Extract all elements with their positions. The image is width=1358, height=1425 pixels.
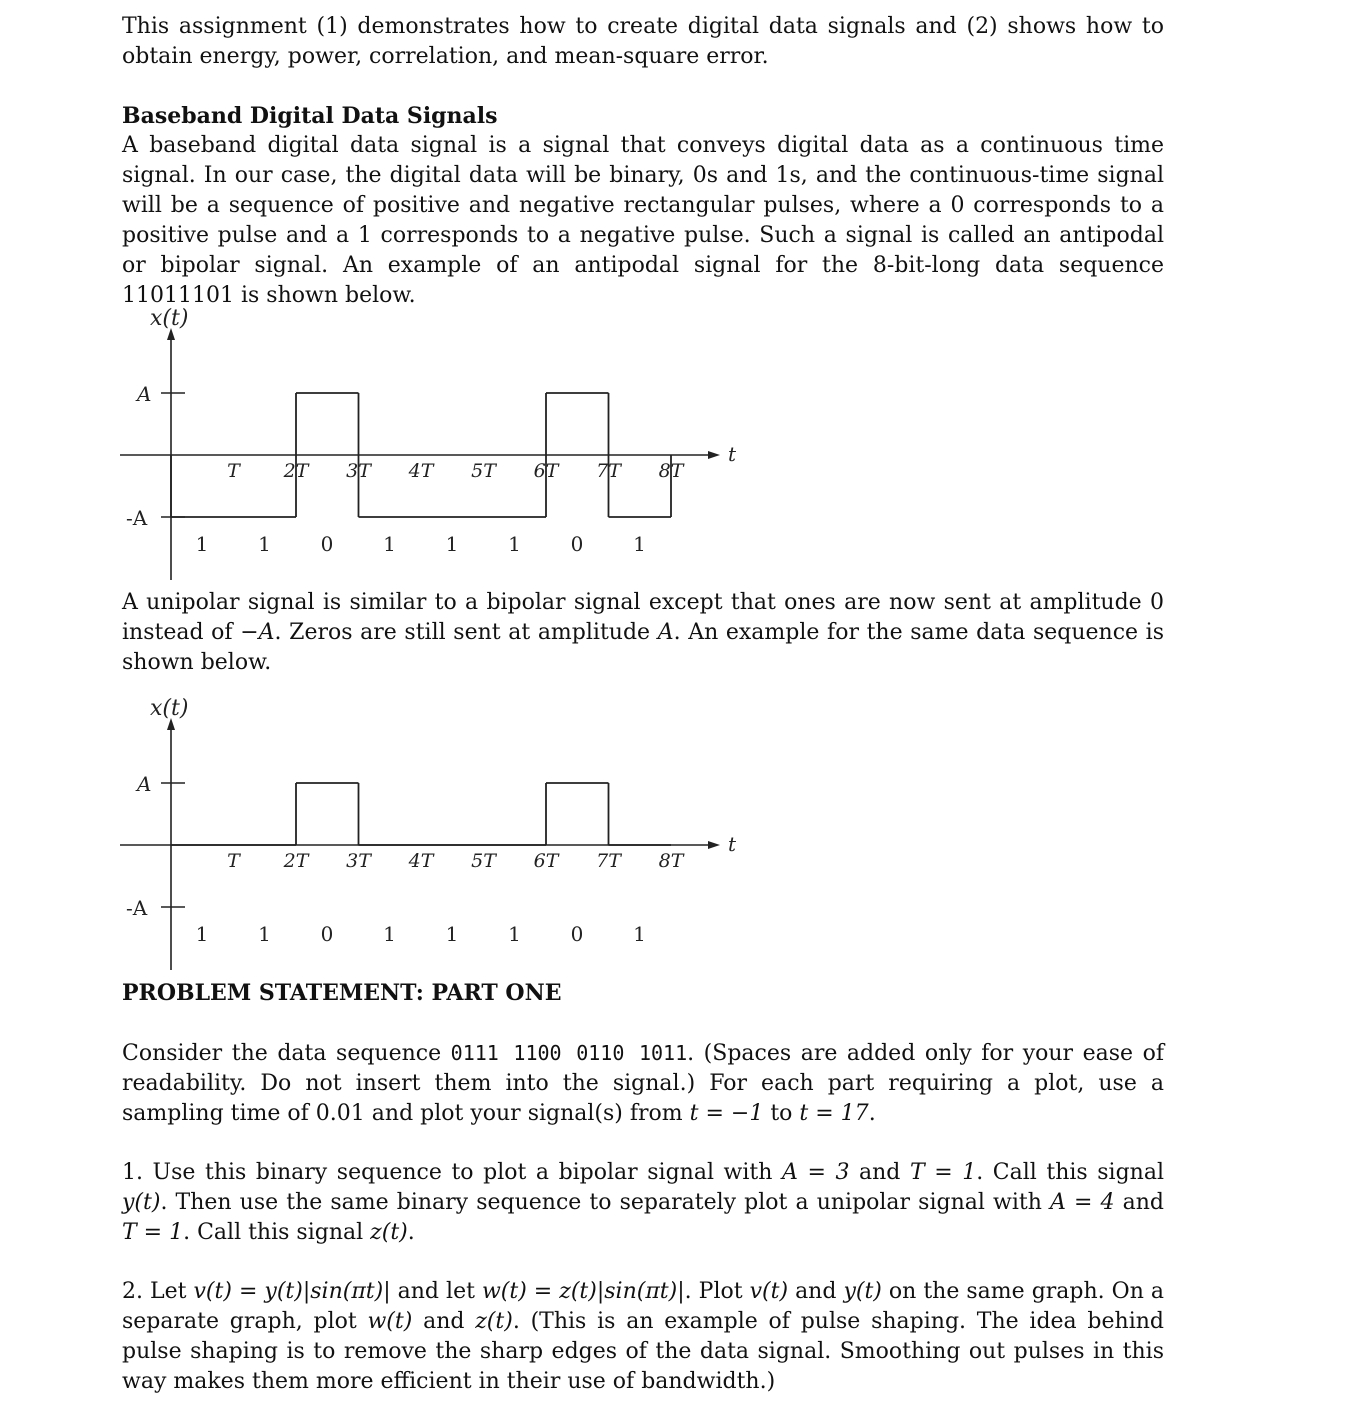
t-from: t = −1 (689, 1101, 764, 1126)
unipolar-time-tick-4: 4T (408, 850, 434, 872)
item1-math-6: z(t) (370, 1220, 408, 1245)
consider-paragraph (122, 1038, 1164, 1129)
consider-to: to (763, 1101, 800, 1126)
unipolar-time-tick-8: 8T (658, 850, 684, 872)
bipolar-time-tick-4: 4T (408, 460, 434, 482)
bipolar-x-label: t (728, 442, 737, 466)
problem-item-1 (122, 1158, 1164, 1248)
bipolar-time-tick-6: 6T (533, 460, 559, 482)
item2-text-3: . Plot (684, 1279, 750, 1304)
bipolar-y-label: x(t) (150, 306, 189, 331)
bipolar-x-axis-arrow (708, 451, 720, 459)
unipolar-minus-a: −A (240, 620, 275, 645)
item2-text-6: and (412, 1309, 476, 1334)
item1-math-5: T = 1 (122, 1220, 184, 1245)
unipolar-neg-label: -A (126, 896, 148, 920)
unipolar-bit-label-6: 1 (508, 922, 521, 946)
unipolar-y-label: x(t) (150, 696, 189, 721)
item1-text-5: and (1114, 1190, 1164, 1215)
bipolar-bit-label-5: 1 (445, 532, 459, 556)
item2-math-6: z(t) (475, 1309, 513, 1334)
item2-text-5: on the same graph. On a separate graph, plot (122, 1279, 1165, 1334)
unipolar-time-tick-7: 7T (596, 850, 621, 872)
unipolar-pos-label: A (137, 772, 152, 796)
unipolar-time-tick-6: 6T (533, 850, 559, 872)
unipolar-bit-label-8: 1 (633, 922, 646, 946)
baseband-paragraph: A baseband digital data signal is a signal that conveys digital data as a continuous time signal. In our case, the digital data will be binary, 0s and 1s, and the continuous-time signal will be a sequence of positive and negative rectangular pulses, where a 0 corresponds to a positive pulse and a 1 corresponds to a negative pulse. Such a signal is called an antipodal or bipolar signal. An example of an antipodal signal for the 8-bit-long data sequence 11011101 is shown below. (122, 133, 1164, 308)
item2-math-2: w(t) = z(t)|sin(πt)| (481, 1279, 685, 1304)
problem-item-2 (122, 1277, 1164, 1397)
problem-heading: PROBLEM STATEMENT: PART ONE (122, 980, 562, 1006)
intro-paragraph: This assignment (1) demonstrates how to create digital data signals and (2) shows how to obtain energy, power, correlation, and mean-square error. (122, 14, 1164, 69)
consider-text-1: Consider the data sequence (122, 1041, 451, 1066)
unipolar-bit-label-2: 1 (258, 922, 271, 946)
item2-text-7: . (This is an example of pulse shaping. The idea behind pulse shaping is to remove the sharp edges of the data signal. Smoothing out pulses in this way makes them more efficient in their use of bandwidth.) (122, 1309, 1164, 1394)
bipolar-signal-figure (0, 300, 1358, 590)
unipolar-time-tick-5: 5T (471, 850, 496, 872)
item1-text-7: . (407, 1220, 415, 1245)
unipolar-time-tick-2: 2T (283, 850, 309, 872)
bipolar-time-tick-5: 5T (471, 460, 496, 482)
item2-text-2: and let (390, 1279, 482, 1304)
unipolar-x-label: t (728, 832, 737, 856)
data-sequence: 0111 1100 0110 1011 (450, 1041, 688, 1065)
consider-end: . (868, 1101, 876, 1126)
section-title: Baseband Digital Data Signals (122, 103, 498, 129)
item1-math-2: T = 1 (909, 1160, 977, 1185)
item2-text-4: and (788, 1279, 844, 1304)
unipolar-x-axis-arrow (708, 841, 720, 849)
unipolar-text-1: A unipolar signal is similar to a bipolar signal except that ones are now sent at amplitude 0 instead of (122, 590, 1164, 645)
item2-math-5: w(t) (367, 1309, 413, 1334)
unipolar-text-2: . Zeros are still sent at amplitude (274, 620, 658, 645)
t-to: t = 17 (799, 1101, 869, 1126)
bipolar-bit-label-1: 1 (195, 532, 209, 556)
bipolar-neg-label: -A (126, 506, 148, 530)
bipolar-bit-label-2: 1 (258, 532, 271, 556)
unipolar-bit-label-4: 1 (383, 922, 396, 946)
unipolar-a: A (657, 620, 674, 645)
unipolar-text-3: . An example for the same data sequence is shown below. (122, 620, 1164, 675)
item1-math-4: A = 4 (1049, 1190, 1115, 1215)
bipolar-bit-label-3: 0 (320, 532, 334, 556)
item2-text-1: 2. Let (122, 1279, 194, 1304)
consider-text-2: . (Spaces are added only for your ease of readability. Do not insert them into the signal.) For each part requiring a plot, use a sampling time of 0.01 and plot your signal(s) from (122, 1041, 1165, 1126)
bipolar-pos-label: A (137, 382, 152, 406)
bipolar-bit-label-4: 1 (383, 532, 396, 556)
item1-math-3: y(t) (122, 1190, 161, 1215)
unipolar-paragraph (122, 588, 1164, 678)
bipolar-time-tick-3: 3T (346, 460, 371, 482)
bipolar-bit-label-8: 1 (633, 532, 646, 556)
bipolar-time-tick-2: 2T (283, 460, 309, 482)
item2-math-1: v(t) = y(t)|sin(πt)| (193, 1279, 391, 1304)
item1-math-1: A = 3 (782, 1160, 850, 1185)
item1-text-6: . Call this signal (183, 1220, 371, 1245)
unipolar-bit-label-1: 1 (195, 922, 209, 946)
item2-math-4: y(t) (843, 1279, 882, 1304)
bipolar-time-tick-8: 8T (658, 460, 684, 482)
unipolar-signal-figure (0, 690, 1358, 975)
item2-math-3: v(t) (749, 1279, 789, 1304)
bipolar-bit-label-6: 1 (508, 532, 521, 556)
unipolar-bit-label-5: 1 (445, 922, 459, 946)
item1-text-3: . Call this signal (976, 1160, 1165, 1185)
bipolar-time-tick-1: T (227, 460, 240, 482)
unipolar-bit-label-7: 0 (570, 922, 584, 946)
item1-text-2: and (849, 1160, 910, 1185)
bipolar-time-tick-7: 7T (596, 460, 621, 482)
unipolar-bit-label-3: 0 (320, 922, 334, 946)
unipolar-time-tick-1: T (227, 850, 240, 872)
item1-text-4: . Then use the same binary sequence to separately plot a unipolar signal with (160, 1190, 1050, 1215)
unipolar-time-tick-3: 3T (346, 850, 371, 872)
item1-text-1: 1. Use this binary sequence to plot a bipolar signal with (122, 1160, 782, 1185)
bipolar-bit-label-7: 0 (570, 532, 584, 556)
